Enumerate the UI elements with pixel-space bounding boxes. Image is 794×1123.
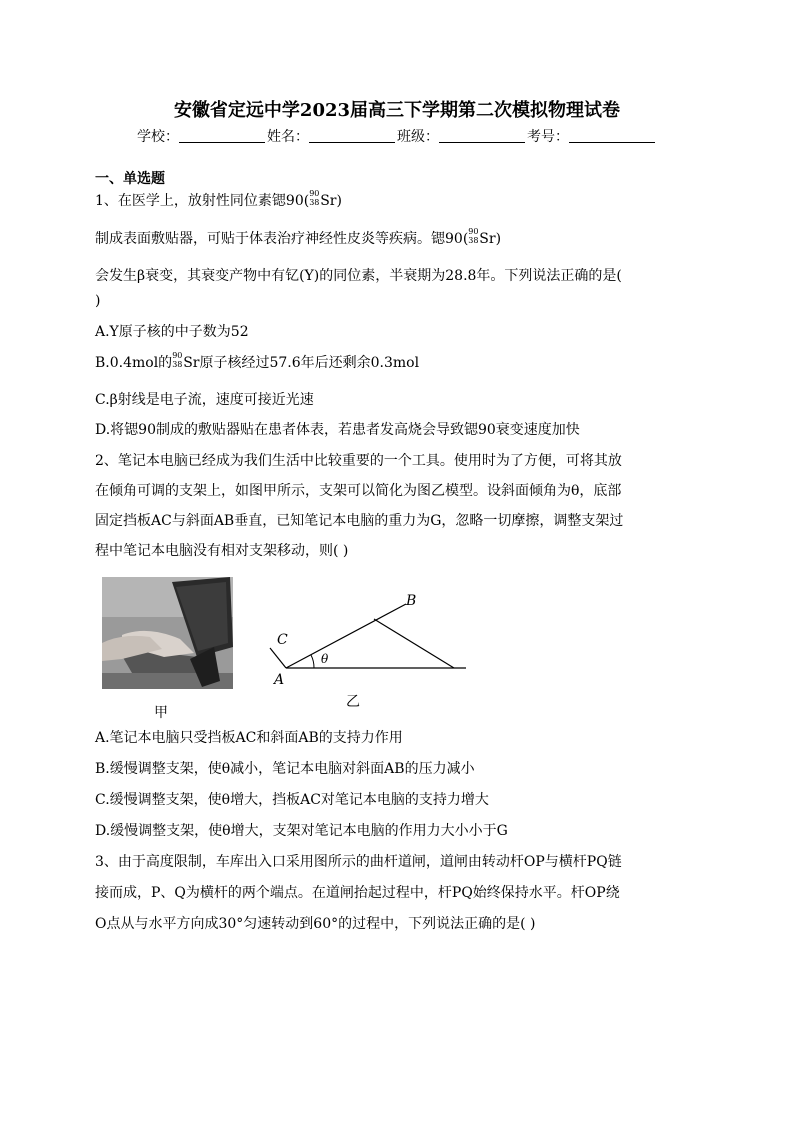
exam-no-label: 考号： <box>527 129 569 145</box>
q2-line1: 2、笔记本电脑已经成为我们生活中比较重要的一个工具。使用时为了方便，可将其放 <box>95 453 622 469</box>
sr-symbol: Sr) <box>320 193 342 209</box>
school-blank[interactable] <box>179 128 265 143</box>
q1-line2 <box>95 228 705 248</box>
label-theta: θ <box>321 652 329 666</box>
sr-isotope: 90 38 <box>172 351 183 369</box>
q1-text-1: 1、在医学上，放射性同位素锶90( <box>95 193 310 209</box>
laptop-photo <box>102 577 233 689</box>
figure-jia-caption: 甲 <box>154 705 168 721</box>
q3-line2: 接而成，P、Q为横杆的两个端点。在道闸抬起过程中，杆PQ始终保持水平。杆OP绕 <box>95 885 620 901</box>
sr-isotope: 90 38 <box>468 227 479 245</box>
q2-option-a[interactable]: A.笔记本电脑只受挡板AC和斜面AB的支持力作用 <box>95 730 403 746</box>
q1-text-2: 制成表面敷贴器，可贴于体表治疗神经性皮炎等疾病。锶90( <box>95 231 469 247</box>
exam-title: 安徽省定远中学2023届高三下学期第二次模拟物理试卷 <box>173 100 621 121</box>
q2-option-c[interactable]: C.缓慢调整支架，使θ增大，挡板AC对笔记本电脑的支持力增大 <box>95 792 489 808</box>
q2-option-d[interactable]: D.缓慢调整支架，使θ增大，支架对笔记本电脑的作用力大小小于G <box>95 823 508 839</box>
q3-line1: 3、由于高度限制，车库出入口采用图所示的曲杆道闸，道闸由转动杆OP与横杆PQ链 <box>95 854 622 870</box>
section-heading: 一、单选题 <box>95 171 165 187</box>
class-label: 班级： <box>397 129 439 145</box>
label-b: B <box>406 593 417 609</box>
student-info-row <box>0 126 794 146</box>
name-blank[interactable] <box>309 128 395 143</box>
q2-line4: 程中笔记本电脑没有相对支架移动，则( ) <box>95 543 349 559</box>
q2-line3: 固定挡板AC与斜面AB垂直，已知笔记本电脑的重力为G，忽略一切摩擦，调整支架过 <box>95 513 624 529</box>
school-label: 学校： <box>137 129 179 145</box>
q2-option-b[interactable]: B.缓慢调整支架，使θ减小，笔记本电脑对斜面AB的压力减小 <box>95 761 475 777</box>
sr-symbol: Sr) <box>479 231 502 247</box>
class-blank[interactable] <box>439 128 525 143</box>
exam-no-blank[interactable] <box>569 128 655 143</box>
q1-option-c[interactable]: C.β射线是电子流，速度可接近光速 <box>95 392 314 408</box>
q1-line3: 会发生β衰变，其衰变产物中有钇(Y)的同位素，半衰期为28.8年。下列说法正确的是( <box>95 268 622 284</box>
q2-line2: 在倾角可调的支架上，如图甲所示，支架可以简化为图乙模型。设斜面倾角为θ，底部 <box>95 483 622 499</box>
q1-option-b[interactable]: B.0.4mol的 90 38 Sr原子核经过57.6年后还剩余0.3mol <box>95 351 420 371</box>
q3-line3: O点从与水平方向成30°匀速转动到60°的过程中，下列说法正确的是( ) <box>95 916 536 932</box>
name-label: 姓名： <box>267 129 309 145</box>
label-a: A <box>274 672 285 688</box>
label-c: C <box>277 632 288 648</box>
q1-option-a[interactable]: A.Y原子核的中子数为52 <box>95 324 249 340</box>
q1-line1 <box>95 190 705 210</box>
incline-diagram <box>260 588 480 688</box>
q1-option-d[interactable]: D.将锶90制成的敷贴器贴在患者体表，若患者发高烧会导致锶90衰变速度加快 <box>95 422 580 438</box>
figure-yi-caption: 乙 <box>346 694 360 710</box>
q1-line4: ) <box>95 293 101 309</box>
sr-isotope: 90 38 <box>309 189 320 207</box>
